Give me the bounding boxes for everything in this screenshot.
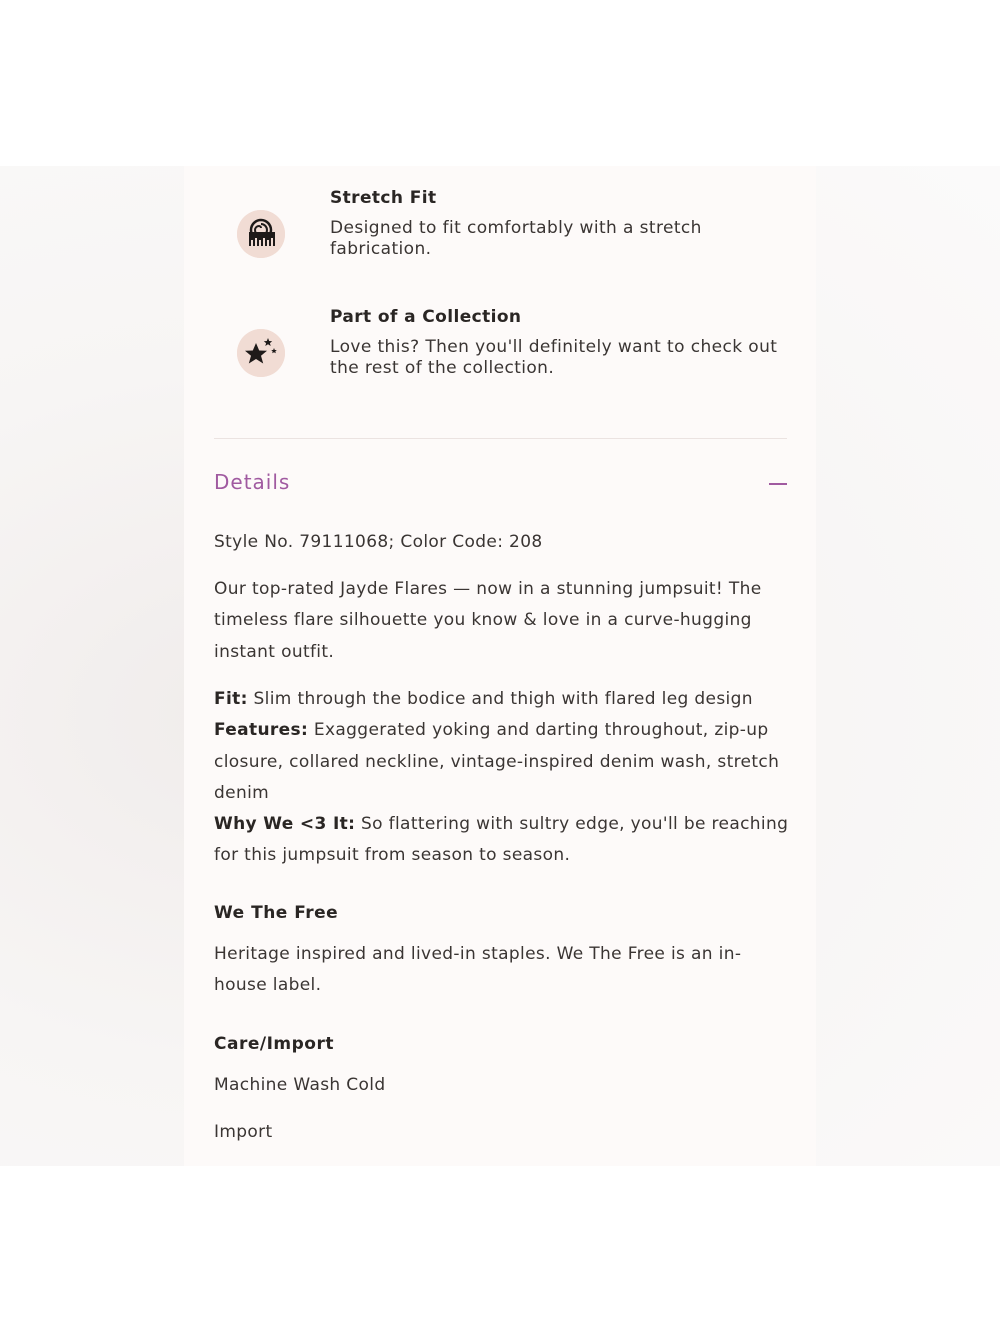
why-text: So flattering with sultry edge, you'll be reaching for this jumpsuit from season to season. <box>214 814 789 866</box>
feature-description: Designed to fit comfortably with a stretch fabrication. <box>330 218 702 259</box>
product-description: Our top-rated Jayde Flares — now in a stunning jumpsuit! The timeless flare silhouette you know & love in a curve-hugging instant outfit. <box>214 579 762 662</box>
section-divider <box>214 438 787 439</box>
why-label: Why We <3 It: <box>214 814 356 835</box>
measuring-tape-icon <box>237 210 285 258</box>
brand-description: Heritage inspired and lived-in staples. We The Free is an in-house label. <box>214 944 742 996</box>
care-heading: Care/Import <box>214 1034 334 1054</box>
fit-line <box>214 684 789 715</box>
care-item: Import <box>214 1122 273 1142</box>
product-specs <box>214 684 789 872</box>
details-title: Details <box>214 470 291 494</box>
fit-text: Slim through the bodice and thigh with flared leg design <box>247 689 753 709</box>
feature-description: Love this? Then you'll definitely want to check out the rest of the collection. <box>330 337 778 378</box>
stars-icon <box>237 329 285 377</box>
features-label: Features: <box>214 720 309 741</box>
details-accordion-header[interactable] <box>214 470 787 500</box>
feature-title: Part of a Collection <box>330 307 522 327</box>
care-item: Machine Wash Cold <box>214 1075 386 1095</box>
features-text: Exaggerated yoking and darting throughout, zip-up closure, collared neckline, vintage-inspired denim wash, stretch denim <box>214 720 780 803</box>
features-line <box>214 715 789 809</box>
why-line <box>214 809 789 872</box>
minus-icon[interactable] <box>769 483 787 485</box>
style-number: Style No. 79111068; Color Code: 208 <box>214 532 543 552</box>
feature-title: Stretch Fit <box>330 188 437 208</box>
brand-heading: We The Free <box>214 903 339 923</box>
fit-label: Fit: <box>214 689 248 709</box>
